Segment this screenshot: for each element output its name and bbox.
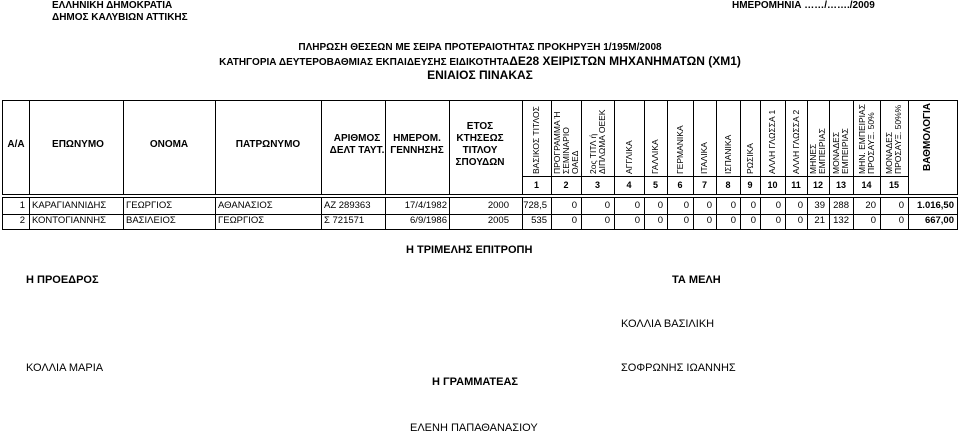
chair-label: Η ΠΡΟΕΔΡΟΣ (26, 274, 99, 286)
cell-surname: ΚΑΡΑΓΙΑΝΝΙΔΗΣ (32, 200, 107, 211)
row-column-divider (123, 198, 124, 214)
col-dob-header-line1: ΗΜΕΡΟΜ. (393, 133, 441, 144)
criteria-number: 11 (791, 180, 801, 190)
cell-criterion-15: 0 (898, 200, 904, 211)
cell-criterion-9: 0 (750, 215, 756, 226)
criteria-number: 2 (563, 180, 569, 190)
header-column-divider (785, 101, 786, 194)
cell-criterion-2: 0 (571, 200, 577, 211)
cell-criterion-1: 728,5 (523, 200, 547, 211)
cell-aa: 1 (19, 200, 25, 211)
cell-criterion-6: 0 (683, 215, 689, 226)
col-score-header-label: ΒΑΘΜΟΛΟΓΙΑ (922, 103, 933, 171)
header-column-divider (667, 101, 668, 194)
criteria-number: 13 (835, 180, 846, 190)
criteria-number: 8 (725, 180, 731, 190)
col-aa-header: Α/Α (7, 139, 25, 150)
header-column-divider (522, 101, 523, 194)
col-year-header-line3: ΤΙΤΛΟΥ (462, 145, 498, 156)
cell-criterion-4: 0 (634, 200, 640, 211)
member-1-name: ΚΟΛΛΙΑ ΒΑΣΙΛΙΚΗ (621, 318, 715, 330)
cell-name: ΓΕΩΡΓΙΟΣ (126, 200, 173, 211)
cell-criterion-3: 0 (604, 215, 610, 226)
criteria-header-label: ΕΜΠΕΙΡΙΑΣ (840, 128, 850, 174)
criteria-number: 5 (652, 180, 658, 190)
cell-name: ΒΑΣΙΛΕΙΟΣ (126, 215, 176, 226)
cell-criterion-15: 0 (898, 215, 904, 226)
col-id-header (321, 133, 393, 157)
chair-name: ΚΟΛΛΙΑ ΜΑΡΙΑ (26, 362, 104, 374)
title-line-3: ΕΝΙΑΙΟΣ ΠΙΝΑΚΑΣ (427, 68, 533, 82)
cell-criterion-1: 535 (531, 215, 547, 226)
criteria-header-label: ΑΓΓΛΙΚΑ (623, 140, 634, 174)
header-column-divider (321, 101, 322, 194)
col-year-header-line2: ΚΤΗΣΕΩΣ (456, 133, 504, 144)
cell-criterion-14: 0 (870, 215, 876, 226)
header-column-divider (908, 101, 909, 194)
header-column-divider (385, 101, 386, 194)
criteria-number: 7 (701, 180, 707, 190)
header-column-divider (29, 101, 30, 194)
criteria-header-label: ΜΟΝΑΔΕΣ (884, 131, 894, 174)
criteria-header-label: ΜΗΝ. ΕΜΠΕΙΡΙΑΣ (856, 104, 867, 174)
col-year-header-line4: ΣΠΟΥΔΩΝ (455, 157, 505, 168)
cell-criterion-13: 288 (833, 200, 849, 211)
header-column-divider (853, 101, 854, 194)
cell-surname: ΚΟΝΤΟΓΙΑΝΝΗΣ (32, 215, 106, 226)
criteria-header-label: ΠΡΟΓΡΑΜΜΑ Ή (551, 111, 562, 174)
cell-criterion-2: 0 (571, 215, 577, 226)
cell-criterion-10: 0 (775, 200, 781, 211)
title-line-1: ΠΛΗΡΩΣΗ ΘΕΣΕΩΝ ΜΕ ΣΕΙΡΑ ΠΡΟΤΕΡΑΙΟΤΗΤΑΣ ΠΡΟΚΗΡΥΞΗ 1/195Μ/2008 (298, 42, 662, 53)
members-label: ΤΑ ΜΕΛΗ (672, 274, 721, 286)
col-dob-header (385, 133, 449, 157)
member-2-name: ΣΟΦΡΩΝΗΣ ΙΩΑΝΝΗΣ (621, 362, 736, 374)
criteria-number: 12 (812, 180, 823, 190)
criteria-number: 15 (888, 180, 899, 190)
committee-heading: Η ΤΡΙΜΕΛΗΣ ΕΠΙΤΡΟΠΗ (406, 244, 533, 256)
criteria-header-label: ΙΤΑΛΙΚΑ (699, 142, 709, 174)
header-column-divider (716, 101, 717, 194)
criteria-header-label: ΜΟΝΑΔΕΣ (831, 131, 841, 174)
criteria-header-label: ΑΛΛΗ ΓΛΩΣΣΑ 2 (790, 109, 801, 174)
cell-criterion-8: 0 (730, 215, 736, 226)
header-column-divider (215, 101, 216, 194)
col-id-header-line1: ΑΡΙΘΜΟΣ (333, 133, 381, 144)
secretary-name: ΕΛΕΝΗ ΠΑΠΑΘΑΝΑΣΙΟΥ (410, 422, 538, 434)
header-column-divider (740, 101, 741, 194)
row-column-divider (215, 198, 216, 214)
criteria-number: 4 (626, 180, 632, 190)
date-label: ΗΜΕΡΟΜΗΝΙΑ ……/……./2009 (732, 0, 875, 11)
cell-criterion-3: 0 (604, 200, 610, 211)
criteria-number: 9 (747, 180, 753, 190)
criteria-header-label: ΕΜΠΕΙΡΙΑΣ (817, 128, 827, 174)
title-category: ΚΑΤΗΓΟΡΙΑ ΔΕΥΤΕΡΟΒΑΘΜΙΑΣ ΕΚΠΑΙΔΕΥΣΗΣ ΕΙΔΙΚΟΤΗΤΑ (219, 57, 510, 68)
cell-score: 1.016,50 (917, 200, 954, 211)
cell-criterion-4: 0 (634, 215, 640, 226)
cell-father: ΑΘΑΝΑΣΙΟΣ (218, 200, 273, 211)
criteria-number-divider (522, 176, 908, 177)
cell-criterion-5: 0 (657, 215, 663, 226)
cell-criterion-11: 0 (797, 200, 803, 211)
cell-criterion-6: 0 (683, 200, 689, 211)
col-year-header-line1: ΕΤΟΣ (466, 121, 494, 132)
cell-criterion-5: 0 (657, 200, 663, 211)
row-column-divider (123, 213, 124, 229)
criteria-header-label: ΜΗΝΕΣ (808, 143, 818, 174)
cell-criterion-14: 20 (865, 200, 876, 211)
cell-criterion-13: 132 (833, 215, 849, 226)
cell-id: ΑΖ 289363 (324, 200, 371, 211)
criteria-header-label: ΠΡΟΣΑΥΞ. 50% (865, 112, 876, 174)
col-name-header: ΟΝΟΜΑ (149, 139, 189, 150)
header-column-divider (551, 101, 552, 194)
header-column-divider (880, 101, 881, 194)
republic-label: ΕΛΛΗΝΙΚΗ ΔΗΜΟΚΡΑΤΙΑ (52, 0, 173, 11)
criteria-header-label: ΑΛΛΗ ΓΛΩΣΣΑ 1 (767, 109, 777, 174)
criteria-header-label: ΙΣΠΑΝΙΚΑ (722, 134, 733, 174)
cell-criterion-9: 0 (750, 200, 756, 211)
cell-aa: 2 (19, 215, 25, 226)
row-column-divider (29, 198, 30, 214)
col-surname-header: ΕΠΩΝΥΜΟ (52, 139, 104, 150)
title-specialty: ΔΕ28 ΧΕΙΡΙΣΤΩΝ ΜΗΧΑΝΗΜΑΤΩΝ (ΧΜ1) (509, 54, 741, 68)
header-column-divider (829, 101, 830, 194)
cell-criterion-10: 0 (775, 215, 781, 226)
header-column-divider (581, 101, 582, 194)
criteria-number: 6 (677, 180, 683, 190)
header-column-divider (760, 101, 761, 194)
header-column-divider (123, 101, 124, 194)
criteria-header-label: ΓΑΛΛΙΚΑ (650, 139, 660, 174)
row-column-divider (321, 213, 322, 229)
cell-criterion-7: 0 (706, 215, 712, 226)
criteria-header-label: ΒΑΣΙΚΟΣ ΤΙΤΛΟΣ (531, 106, 541, 174)
cell-id: Σ 721571 (324, 215, 365, 226)
header-column-divider (693, 101, 694, 194)
cell-criterion-7: 0 (706, 200, 712, 211)
cell-dob: 17/4/1982 (404, 200, 447, 211)
cell-score: 667,00 (924, 215, 954, 226)
header-column-divider (807, 101, 808, 194)
row-column-divider (215, 213, 216, 229)
header-column-divider (614, 101, 615, 194)
header-column-divider (644, 101, 645, 194)
col-year-header (450, 121, 510, 169)
cell-criterion-11: 0 (797, 215, 803, 226)
cell-year: 2000 (487, 200, 509, 211)
col-id-header-line2: ΔΕΛΤ ΤΑΥΤ. (329, 145, 385, 156)
header-column-divider (449, 101, 450, 194)
criteria-header-label: ΓΕΡΜΑΝΙΚΑ (674, 125, 685, 174)
criteria-header-label: ΠΡΟΣΑΥΞ. 50%% (893, 104, 903, 174)
criteria-number: 14 (861, 180, 872, 190)
criteria-header-label: 2ος ΤΙΤΛ ή (587, 133, 598, 174)
cell-criterion-12: 21 (814, 215, 825, 226)
row-column-divider (321, 198, 322, 214)
cell-dob: 6/9/1986 (410, 215, 447, 226)
table-header (2, 100, 958, 195)
criteria-header-label: ΔΙΠΛΩΜΑ ΟΕΕΚ (596, 109, 607, 174)
col-dob-header-line2: ΓΕΝΝΗΣΗΣ (390, 145, 444, 156)
criteria-number: 3 (594, 180, 600, 190)
table-row (2, 213, 958, 230)
secretary-label: Η ΓΡΑΜΜΑΤΕΑΣ (432, 376, 519, 388)
row-column-divider (29, 213, 30, 229)
criteria-header-label: ΣΕΜΙΝΑΡΙΟ (560, 127, 571, 174)
municipality-label: ΔΗΜΟΣ ΚΑΛΥΒΙΩΝ ΑΤΤΙΚΗΣ (52, 12, 188, 23)
criteria-header-label: ΟΑΕΔ (569, 150, 580, 174)
criteria-number: 10 (767, 180, 778, 190)
criteria-header-label: ΡΩΣΙΚΑ (744, 143, 755, 174)
cell-criterion-8: 0 (730, 200, 736, 211)
cell-criterion-12: 39 (814, 200, 825, 211)
col-father-header: ΠΑΤΡΩΝΥΜΟ (235, 139, 301, 150)
criteria-number: 1 (533, 180, 539, 190)
cell-year: 2005 (487, 215, 509, 226)
title-line-2 (0, 54, 960, 68)
cell-father: ΓΕΩΡΓΙΟΣ (218, 215, 265, 226)
